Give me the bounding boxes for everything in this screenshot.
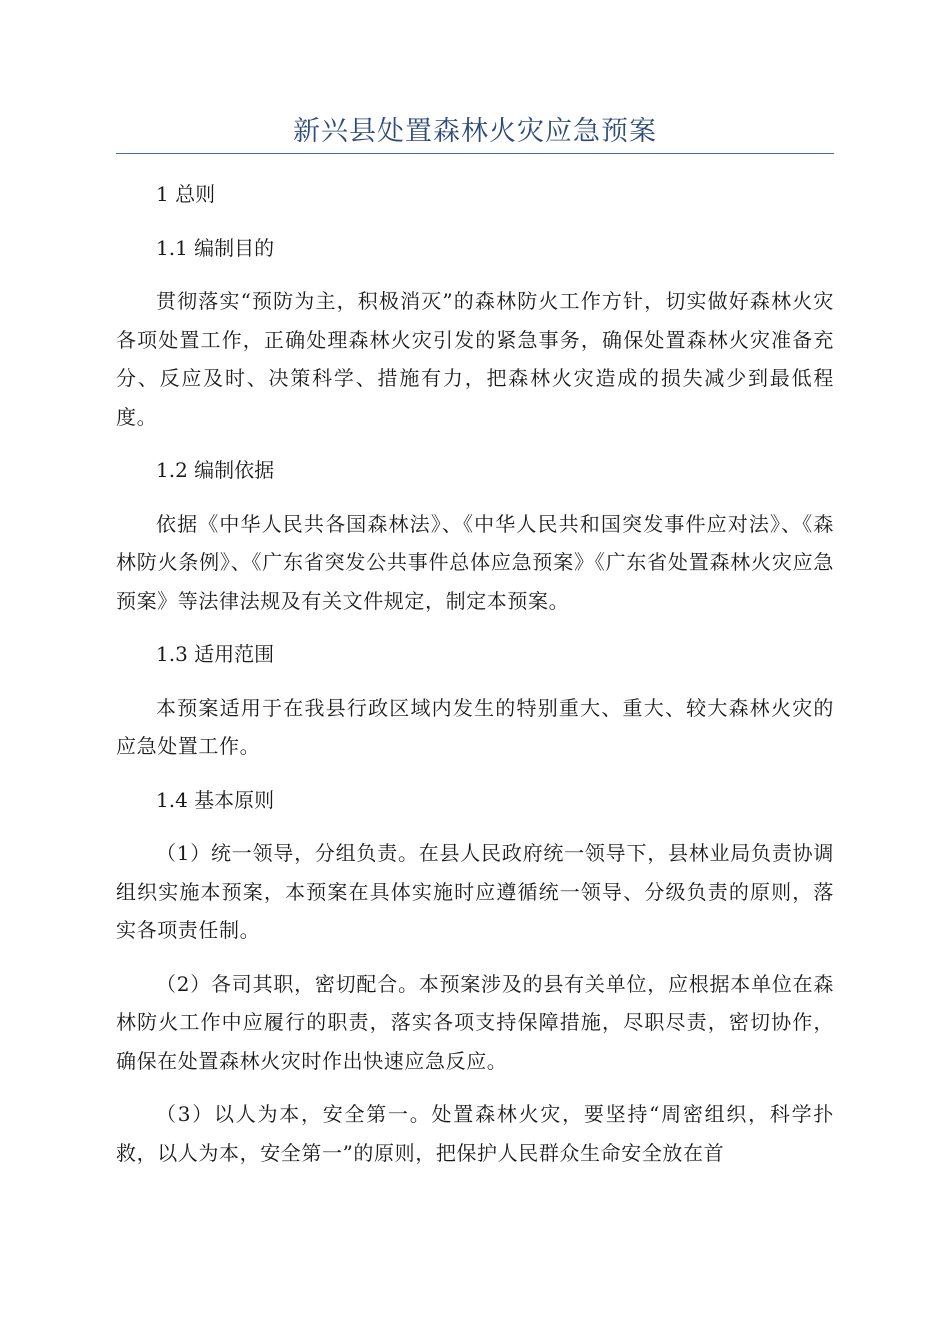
spacer bbox=[116, 766, 834, 781]
title-underline bbox=[116, 153, 834, 154]
document-title: 新兴县处置森林火灾应急预案 bbox=[293, 116, 657, 147]
section-heading-1-1: 1.1 编制目的 bbox=[156, 235, 275, 260]
paragraph-scope: 本预案适用于在我县行政区域内发生的特别重大、重大、较大森林火灾的应急处置工作。 bbox=[116, 695, 834, 758]
paragraph-principle-1: （1）统一领导，分组负责。在县人民政府统一领导下，县林业局负责协调组织实施本预案，本预案在具体实施时应遵循统一领导、分级负责的原则，落实各项责任制。 bbox=[116, 841, 834, 942]
section-heading-1-3: 1.3 适用范围 bbox=[156, 642, 275, 666]
spacer bbox=[116, 490, 834, 505]
section-heading-1-2: 1.2 编制依据 bbox=[156, 458, 275, 482]
paragraph-principle-2: （2）各司其职，密切配合。本预案涉及的县有关单位，应根据本单位在森林防火工作中应履行的职责，落实各项支持保障措施，尽职尽责，密切协作，确保在处置森林火灾时作出快速应急反应。 bbox=[116, 971, 834, 1073]
spacer bbox=[116, 1080, 834, 1095]
paragraph-purpose: 贯彻落实“预防为主，积极消灭”的森林防火工作方针，切实做好森林火灾各项处置工作，正确处理森林火灾引发的紧急事务，确保处置森林火灾准备充分、反应及时、决策科学、措施有力，把森林火灾造成的损失减少到最低程度。 bbox=[116, 289, 834, 429]
spacer bbox=[116, 620, 834, 635]
document-body bbox=[116, 175, 834, 1172]
spacer bbox=[116, 436, 834, 451]
spacer bbox=[116, 214, 834, 229]
spacer bbox=[116, 819, 834, 834]
paragraph-basis: 依据《中华人民共各国森林法》、《中华人民共和国突发事件应对法》、《森林防火条例》、《广东省突发公共事件总体应急预案》《广东省处置森林火灾应急预案》等法律法规及有关文件规定，制定本预案。 bbox=[116, 511, 834, 613]
spacer bbox=[116, 950, 834, 965]
section-heading-1-4: 1.4 基本原则 bbox=[156, 787, 275, 812]
spacer bbox=[116, 267, 834, 282]
paragraph-principle-3: （3）以人为本，安全第一。处置森林火灾，要坚持“周密组织，科学扑救，以人为本，安全第一”的原则，把保护人民群众生命安全放在首 bbox=[116, 1102, 834, 1165]
spacer bbox=[116, 674, 834, 689]
section-heading-1: 1 总则 bbox=[156, 182, 216, 206]
